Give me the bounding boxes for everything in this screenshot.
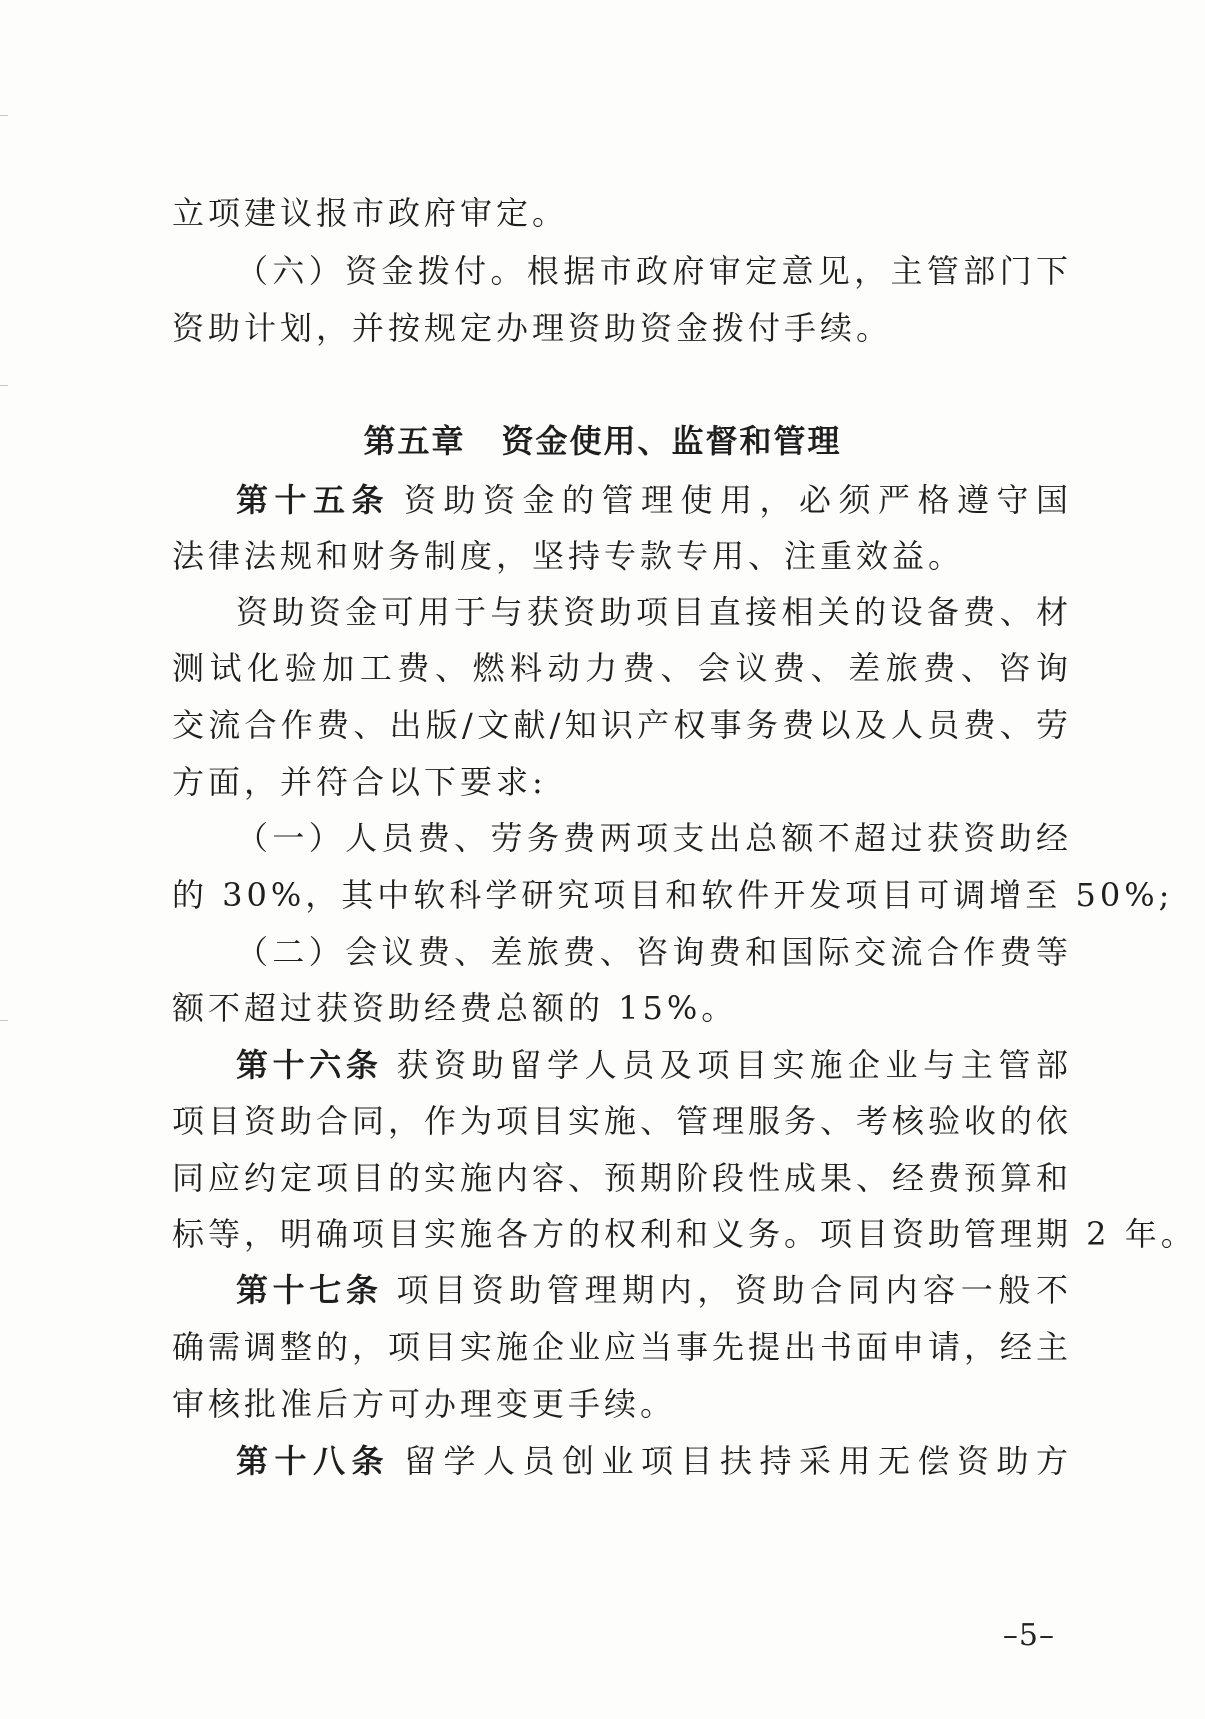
text-line: 法律法规和财务制度，坚持专款专用、注重效益。 [172,537,965,575]
article-18-first-line [236,1441,1072,1481]
text-line: （六）资金拨付。根据市政府审定意见，主管部门下 [236,252,1072,290]
text-line: 获资助留学人员及项目实施企业与主管部 [396,1046,1072,1084]
text-line: 项目资助管理期内，资助合同内容一般不 [396,1271,1072,1309]
article-17-label: 第十七条 [236,1271,383,1309]
text-line: 资助计划，并按规定办理资助资金拨付手续。 [172,309,893,347]
margin-mark [0,1020,8,1021]
text-line: 同应约定项目的实施内容、预期阶段性成果、经费预算和 [172,1159,1072,1197]
text-line: 的 30%，其中软科学研究项目和软件开发项目可调增至 50%; [172,876,1174,914]
article-15-first-line [236,480,1072,520]
article-18-label: 第十八条 [236,1442,390,1480]
text-line: 项目资助合同，作为项目实施、管理服务、考核验收的依 [172,1102,1072,1140]
text-line: （二）会议费、差旅费、咨询费和国际交流合作费等 [236,933,1072,971]
margin-mark [0,115,8,116]
margin-mark [0,385,8,386]
article-16-first-line [236,1045,1072,1085]
text-line: 留学人员创业项目扶持采用无偿资助方 [404,1442,1072,1480]
chapter-heading [0,421,1205,461]
text-line: 资助资金可用于与获资助项目直接相关的设备费、材 [236,593,1072,631]
text-line: 方面，并符合以下要求: [172,763,547,801]
article-16-label: 第十六条 [236,1046,383,1084]
article-17-first-line [236,1270,1072,1310]
text-line: 交流合作费、出版/文献/知识产权事务费以及人员费、劳 [172,706,1072,744]
page-number: –5– [1002,1618,1055,1653]
text-line: 审核批准后方可办理变更手续。 [172,1385,677,1423]
text-line: 立项建议报市政府审定。 [172,194,569,232]
chapter-number: 第五章 [363,422,466,460]
text-line: 资助资金的管理使用，必须严格遵守国 [404,481,1072,519]
text-line: 额不超过获资助经费总额的 15%。 [172,989,738,1027]
text-line: （一）人员费、劳务费两项支出总额不超过获资助经 [236,819,1072,857]
text-line: 确需调整的，项目实施企业应当事先提出书面申请，经主 [172,1328,1072,1366]
text-line: 测试化验加工费、燃料动力费、会议费、差旅费、咨询 [172,649,1072,687]
article-15-label: 第十五条 [236,481,390,519]
text-line: 标等，明确项目实施各方的权利和义务。项目资助管理期 2 年。 [172,1215,1197,1253]
chapter-title: 资金使用、监督和管理 [501,422,842,460]
